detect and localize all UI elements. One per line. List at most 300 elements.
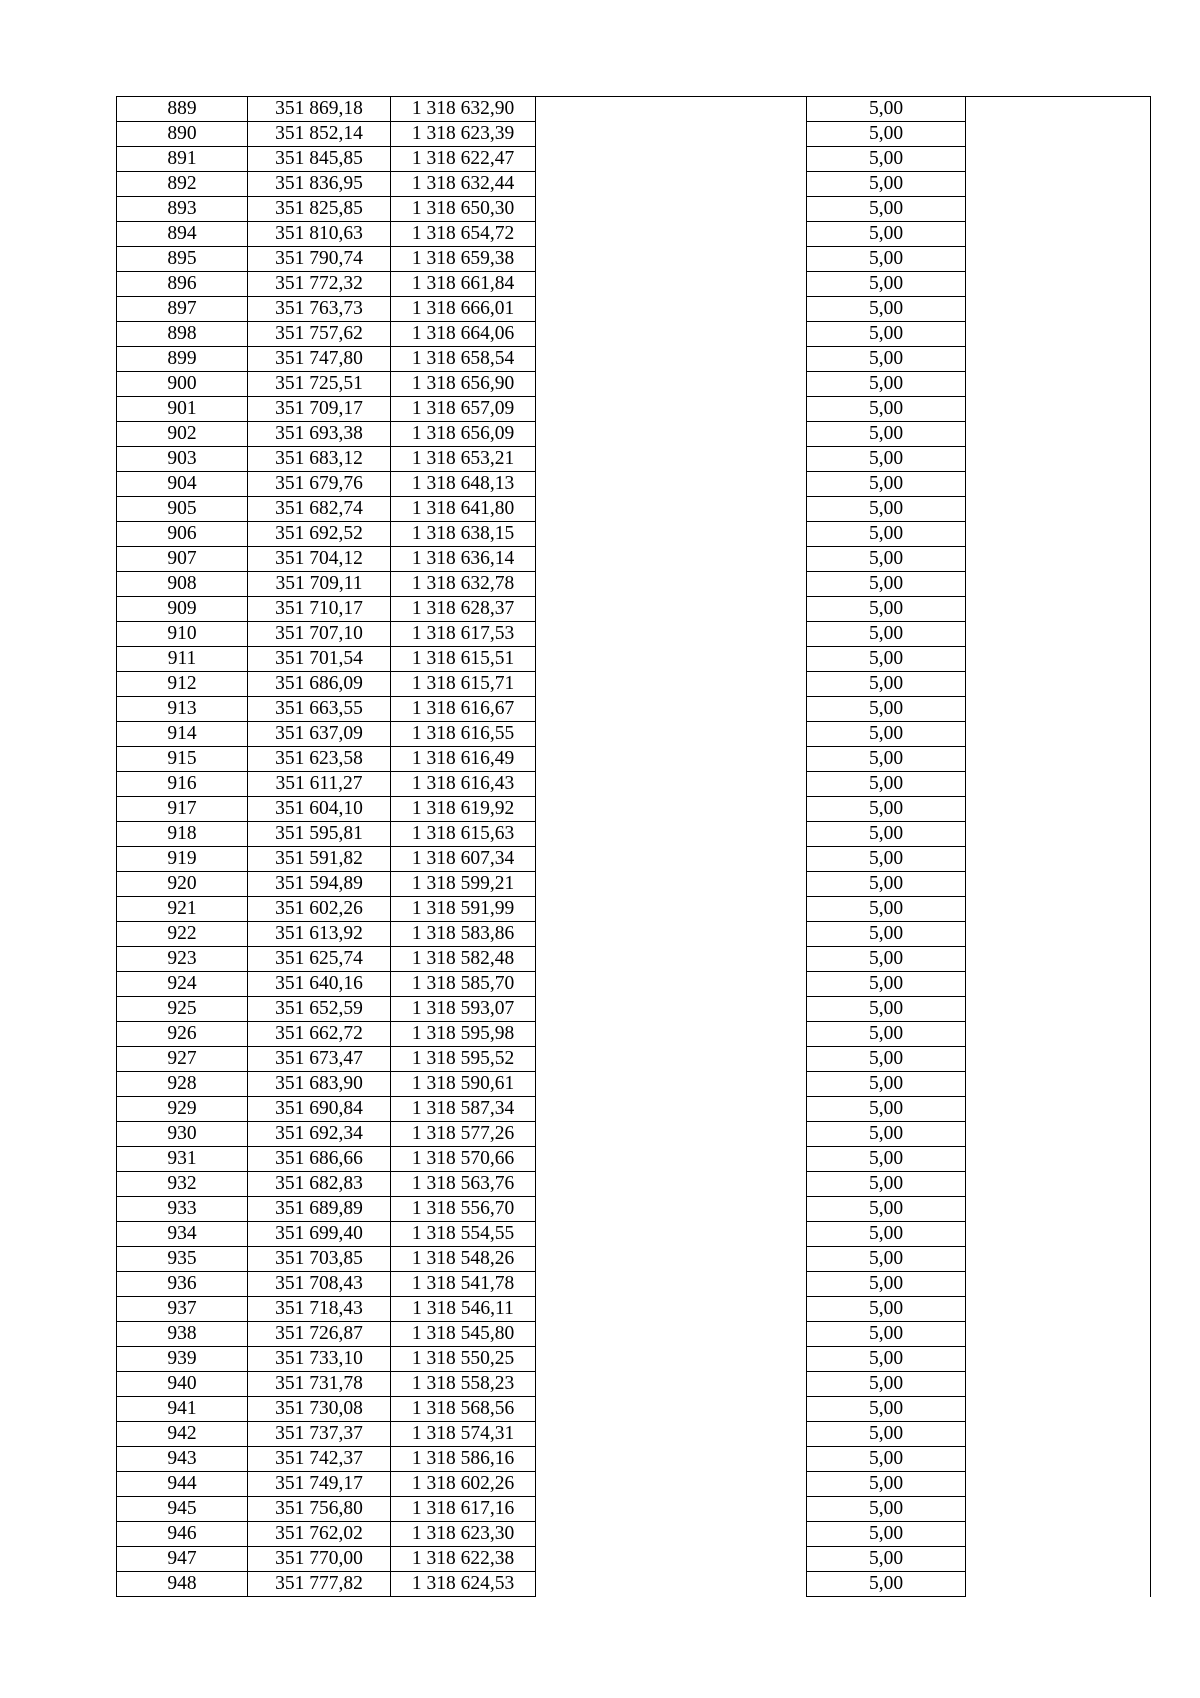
table-row	[117, 647, 1151, 672]
empty-cell	[966, 1272, 1151, 1297]
empty-cell	[966, 647, 1151, 672]
empty-cell	[966, 222, 1151, 247]
empty-cell	[966, 772, 1151, 797]
value-cell: 5,00	[807, 1147, 966, 1172]
empty-cell	[966, 97, 1151, 122]
table-row	[117, 697, 1151, 722]
x-coordinate-cell: 351 708,43	[248, 1272, 391, 1297]
empty-cell	[536, 1072, 807, 1097]
value-cell: 5,00	[807, 1522, 966, 1547]
point-number-cell: 889	[117, 97, 248, 122]
x-coordinate-cell: 351 770,00	[248, 1547, 391, 1572]
x-coordinate-cell: 351 701,54	[248, 647, 391, 672]
x-coordinate-cell: 351 686,09	[248, 672, 391, 697]
point-number-cell: 917	[117, 797, 248, 822]
y-coordinate-cell: 1 318 602,26	[391, 1472, 536, 1497]
x-coordinate-cell: 351 591,82	[248, 847, 391, 872]
x-coordinate-cell: 351 726,87	[248, 1322, 391, 1347]
x-coordinate-cell: 351 733,10	[248, 1347, 391, 1372]
point-number-cell: 893	[117, 197, 248, 222]
y-coordinate-cell: 1 318 658,54	[391, 347, 536, 372]
table-row	[117, 1122, 1151, 1147]
y-coordinate-cell: 1 318 568,56	[391, 1397, 536, 1422]
table-row	[117, 922, 1151, 947]
empty-cell	[966, 1522, 1151, 1547]
empty-cell	[966, 722, 1151, 747]
empty-cell	[966, 472, 1151, 497]
empty-cell	[966, 597, 1151, 622]
table-row	[117, 1522, 1151, 1547]
value-cell: 5,00	[807, 1347, 966, 1372]
point-number-cell: 903	[117, 447, 248, 472]
x-coordinate-cell: 351 673,47	[248, 1047, 391, 1072]
empty-cell	[536, 722, 807, 747]
y-coordinate-cell: 1 318 558,23	[391, 1372, 536, 1397]
table-row	[117, 1172, 1151, 1197]
point-number-cell: 943	[117, 1447, 248, 1472]
x-coordinate-cell: 351 663,55	[248, 697, 391, 722]
table-row	[117, 797, 1151, 822]
point-number-cell: 934	[117, 1222, 248, 1247]
empty-cell	[966, 1422, 1151, 1447]
x-coordinate-cell: 351 611,27	[248, 772, 391, 797]
y-coordinate-cell: 1 318 587,34	[391, 1097, 536, 1122]
table-row	[117, 297, 1151, 322]
value-cell: 5,00	[807, 422, 966, 447]
empty-cell	[966, 1247, 1151, 1272]
empty-cell	[536, 1347, 807, 1372]
value-cell: 5,00	[807, 797, 966, 822]
empty-cell	[536, 1322, 807, 1347]
table-row	[117, 1422, 1151, 1447]
x-coordinate-cell: 351 709,11	[248, 572, 391, 597]
empty-cell	[966, 522, 1151, 547]
value-cell: 5,00	[807, 1322, 966, 1347]
y-coordinate-cell: 1 318 617,16	[391, 1497, 536, 1522]
y-coordinate-cell: 1 318 550,25	[391, 1347, 536, 1372]
x-coordinate-cell: 351 689,89	[248, 1197, 391, 1222]
table-row	[117, 1322, 1151, 1347]
empty-cell	[536, 1297, 807, 1322]
x-coordinate-cell: 351 683,90	[248, 1072, 391, 1097]
empty-cell	[536, 372, 807, 397]
empty-cell	[536, 297, 807, 322]
point-number-cell: 935	[117, 1247, 248, 1272]
empty-cell	[536, 822, 807, 847]
x-coordinate-cell: 351 852,14	[248, 122, 391, 147]
empty-cell	[536, 1447, 807, 1472]
empty-cell	[536, 122, 807, 147]
y-coordinate-cell: 1 318 593,07	[391, 997, 536, 1022]
y-coordinate-cell: 1 318 656,90	[391, 372, 536, 397]
empty-cell	[966, 1197, 1151, 1222]
y-coordinate-cell: 1 318 650,30	[391, 197, 536, 222]
y-coordinate-cell: 1 318 541,78	[391, 1272, 536, 1297]
y-coordinate-cell: 1 318 546,11	[391, 1297, 536, 1322]
point-number-cell: 901	[117, 397, 248, 422]
value-cell: 5,00	[807, 1572, 966, 1597]
empty-cell	[966, 1097, 1151, 1122]
x-coordinate-cell: 351 683,12	[248, 447, 391, 472]
table-row	[117, 197, 1151, 222]
x-coordinate-cell: 351 679,76	[248, 472, 391, 497]
empty-cell	[536, 222, 807, 247]
value-cell: 5,00	[807, 1397, 966, 1422]
point-number-cell: 904	[117, 472, 248, 497]
y-coordinate-cell: 1 318 585,70	[391, 972, 536, 997]
x-coordinate-cell: 351 763,73	[248, 297, 391, 322]
table-row	[117, 1147, 1151, 1172]
y-coordinate-cell: 1 318 599,21	[391, 872, 536, 897]
value-cell: 5,00	[807, 522, 966, 547]
value-cell: 5,00	[807, 747, 966, 772]
point-number-cell: 896	[117, 272, 248, 297]
empty-cell	[536, 247, 807, 272]
y-coordinate-cell: 1 318 657,09	[391, 397, 536, 422]
empty-cell	[966, 122, 1151, 147]
point-number-cell: 940	[117, 1372, 248, 1397]
x-coordinate-cell: 351 825,85	[248, 197, 391, 222]
table-row	[117, 172, 1151, 197]
empty-cell	[536, 1472, 807, 1497]
empty-cell	[536, 847, 807, 872]
empty-cell	[536, 997, 807, 1022]
empty-cell	[966, 672, 1151, 697]
x-coordinate-cell: 351 710,17	[248, 597, 391, 622]
y-coordinate-cell: 1 318 616,55	[391, 722, 536, 747]
table-row	[117, 997, 1151, 1022]
point-number-cell: 918	[117, 822, 248, 847]
empty-cell	[966, 1497, 1151, 1522]
x-coordinate-cell: 351 692,52	[248, 522, 391, 547]
value-cell: 5,00	[807, 647, 966, 672]
value-cell: 5,00	[807, 672, 966, 697]
point-number-cell: 898	[117, 322, 248, 347]
empty-cell	[536, 1097, 807, 1122]
value-cell: 5,00	[807, 972, 966, 997]
value-cell: 5,00	[807, 997, 966, 1022]
empty-cell	[536, 1172, 807, 1197]
empty-cell	[536, 1247, 807, 1272]
empty-cell	[966, 1572, 1151, 1597]
x-coordinate-cell: 351 756,80	[248, 1497, 391, 1522]
empty-cell	[536, 697, 807, 722]
table-row	[117, 1472, 1151, 1497]
point-number-cell: 926	[117, 1022, 248, 1047]
empty-cell	[536, 1022, 807, 1047]
empty-cell	[536, 1572, 807, 1597]
empty-cell	[966, 972, 1151, 997]
y-coordinate-cell: 1 318 556,70	[391, 1197, 536, 1222]
table-row	[117, 397, 1151, 422]
x-coordinate-cell: 351 693,38	[248, 422, 391, 447]
table-row	[117, 622, 1151, 647]
point-number-cell: 921	[117, 897, 248, 922]
y-coordinate-cell: 1 318 654,72	[391, 222, 536, 247]
y-coordinate-cell: 1 318 632,44	[391, 172, 536, 197]
empty-cell	[966, 397, 1151, 422]
value-cell: 5,00	[807, 397, 966, 422]
empty-cell	[536, 747, 807, 772]
x-coordinate-cell: 351 613,92	[248, 922, 391, 947]
empty-cell	[536, 622, 807, 647]
value-cell: 5,00	[807, 897, 966, 922]
empty-cell	[536, 272, 807, 297]
table-row	[117, 597, 1151, 622]
coordinates-table	[116, 96, 1151, 1597]
y-coordinate-cell: 1 318 577,26	[391, 1122, 536, 1147]
y-coordinate-cell: 1 318 638,15	[391, 522, 536, 547]
empty-cell	[536, 1497, 807, 1522]
empty-cell	[966, 697, 1151, 722]
value-cell: 5,00	[807, 322, 966, 347]
point-number-cell: 913	[117, 697, 248, 722]
value-cell: 5,00	[807, 372, 966, 397]
x-coordinate-cell: 351 836,95	[248, 172, 391, 197]
x-coordinate-cell: 351 704,12	[248, 547, 391, 572]
point-number-cell: 895	[117, 247, 248, 272]
point-number-cell: 900	[117, 372, 248, 397]
x-coordinate-cell: 351 682,83	[248, 1172, 391, 1197]
x-coordinate-cell: 351 692,34	[248, 1122, 391, 1147]
point-number-cell: 899	[117, 347, 248, 372]
empty-cell	[966, 1222, 1151, 1247]
value-cell: 5,00	[807, 547, 966, 572]
value-cell: 5,00	[807, 1497, 966, 1522]
value-cell: 5,00	[807, 247, 966, 272]
point-number-cell: 908	[117, 572, 248, 597]
y-coordinate-cell: 1 318 661,84	[391, 272, 536, 297]
table-row	[117, 147, 1151, 172]
empty-cell	[536, 1122, 807, 1147]
value-cell: 5,00	[807, 1197, 966, 1222]
y-coordinate-cell: 1 318 619,92	[391, 797, 536, 822]
empty-cell	[536, 172, 807, 197]
table-row	[117, 1222, 1151, 1247]
point-number-cell: 927	[117, 1047, 248, 1072]
empty-cell	[966, 622, 1151, 647]
y-coordinate-cell: 1 318 616,49	[391, 747, 536, 772]
table-row	[117, 447, 1151, 472]
y-coordinate-cell: 1 318 582,48	[391, 947, 536, 972]
point-number-cell: 920	[117, 872, 248, 897]
y-coordinate-cell: 1 318 636,14	[391, 547, 536, 572]
empty-cell	[966, 347, 1151, 372]
point-number-cell: 922	[117, 922, 248, 947]
empty-cell	[536, 897, 807, 922]
table-row	[117, 672, 1151, 697]
y-coordinate-cell: 1 318 554,55	[391, 1222, 536, 1247]
x-coordinate-cell: 351 604,10	[248, 797, 391, 822]
point-number-cell: 892	[117, 172, 248, 197]
x-coordinate-cell: 351 845,85	[248, 147, 391, 172]
y-coordinate-cell: 1 318 628,37	[391, 597, 536, 622]
x-coordinate-cell: 351 762,02	[248, 1522, 391, 1547]
empty-cell	[536, 872, 807, 897]
value-cell: 5,00	[807, 722, 966, 747]
empty-cell	[536, 772, 807, 797]
empty-cell	[536, 322, 807, 347]
value-cell: 5,00	[807, 447, 966, 472]
empty-cell	[536, 472, 807, 497]
empty-cell	[966, 1447, 1151, 1472]
x-coordinate-cell: 351 757,62	[248, 322, 391, 347]
point-number-cell: 907	[117, 547, 248, 572]
empty-cell	[966, 1472, 1151, 1497]
value-cell: 5,00	[807, 297, 966, 322]
value-cell: 5,00	[807, 947, 966, 972]
x-coordinate-cell: 351 690,84	[248, 1097, 391, 1122]
value-cell: 5,00	[807, 597, 966, 622]
y-coordinate-cell: 1 318 648,13	[391, 472, 536, 497]
x-coordinate-cell: 351 747,80	[248, 347, 391, 372]
empty-cell	[536, 797, 807, 822]
x-coordinate-cell: 351 625,74	[248, 947, 391, 972]
x-coordinate-cell: 351 595,81	[248, 822, 391, 847]
x-coordinate-cell: 351 772,32	[248, 272, 391, 297]
empty-cell	[966, 1122, 1151, 1147]
value-cell: 5,00	[807, 1072, 966, 1097]
value-cell: 5,00	[807, 1547, 966, 1572]
table-row	[117, 247, 1151, 272]
empty-cell	[536, 647, 807, 672]
empty-cell	[966, 297, 1151, 322]
value-cell: 5,00	[807, 1047, 966, 1072]
y-coordinate-cell: 1 318 624,53	[391, 1572, 536, 1597]
table-row	[117, 1447, 1151, 1472]
table-row	[117, 1047, 1151, 1072]
x-coordinate-cell: 351 623,58	[248, 747, 391, 772]
value-cell: 5,00	[807, 772, 966, 797]
coordinates-table-body	[117, 97, 1151, 1597]
y-coordinate-cell: 1 318 615,71	[391, 672, 536, 697]
table-row	[117, 872, 1151, 897]
empty-cell	[966, 847, 1151, 872]
point-number-cell: 916	[117, 772, 248, 797]
value-cell: 5,00	[807, 1247, 966, 1272]
y-coordinate-cell: 1 318 595,52	[391, 1047, 536, 1072]
empty-cell	[966, 497, 1151, 522]
empty-cell	[536, 1197, 807, 1222]
empty-cell	[536, 922, 807, 947]
value-cell: 5,00	[807, 1272, 966, 1297]
table-row	[117, 722, 1151, 747]
y-coordinate-cell: 1 318 570,66	[391, 1147, 536, 1172]
empty-cell	[536, 1222, 807, 1247]
point-number-cell: 937	[117, 1297, 248, 1322]
empty-cell	[536, 347, 807, 372]
y-coordinate-cell: 1 318 615,63	[391, 822, 536, 847]
empty-cell	[966, 1147, 1151, 1172]
y-coordinate-cell: 1 318 615,51	[391, 647, 536, 672]
table-row	[117, 1022, 1151, 1047]
table-row	[117, 347, 1151, 372]
value-cell: 5,00	[807, 197, 966, 222]
empty-cell	[536, 572, 807, 597]
table-row	[117, 522, 1151, 547]
empty-cell	[536, 447, 807, 472]
y-coordinate-cell: 1 318 574,31	[391, 1422, 536, 1447]
value-cell: 5,00	[807, 1372, 966, 1397]
value-cell: 5,00	[807, 147, 966, 172]
x-coordinate-cell: 351 777,82	[248, 1572, 391, 1597]
table-row	[117, 1097, 1151, 1122]
point-number-cell: 939	[117, 1347, 248, 1372]
x-coordinate-cell: 351 737,37	[248, 1422, 391, 1447]
point-number-cell: 906	[117, 522, 248, 547]
empty-cell	[536, 1422, 807, 1447]
y-coordinate-cell: 1 318 659,38	[391, 247, 536, 272]
empty-cell	[966, 1547, 1151, 1572]
empty-cell	[966, 747, 1151, 772]
y-coordinate-cell: 1 318 623,30	[391, 1522, 536, 1547]
empty-cell	[536, 1272, 807, 1297]
point-number-cell: 933	[117, 1197, 248, 1222]
y-coordinate-cell: 1 318 590,61	[391, 1072, 536, 1097]
x-coordinate-cell: 351 742,37	[248, 1447, 391, 1472]
point-number-cell: 941	[117, 1397, 248, 1422]
point-number-cell: 912	[117, 672, 248, 697]
point-number-cell: 948	[117, 1572, 248, 1597]
empty-cell	[966, 947, 1151, 972]
value-cell: 5,00	[807, 1422, 966, 1447]
x-coordinate-cell: 351 707,10	[248, 622, 391, 647]
table-row	[117, 897, 1151, 922]
empty-cell	[966, 272, 1151, 297]
point-number-cell: 930	[117, 1122, 248, 1147]
empty-cell	[966, 322, 1151, 347]
empty-cell	[536, 97, 807, 122]
y-coordinate-cell: 1 318 632,90	[391, 97, 536, 122]
value-cell: 5,00	[807, 1447, 966, 1472]
point-number-cell: 897	[117, 297, 248, 322]
y-coordinate-cell: 1 318 641,80	[391, 497, 536, 522]
table-row	[117, 947, 1151, 972]
table-row	[117, 422, 1151, 447]
x-coordinate-cell: 351 637,09	[248, 722, 391, 747]
x-coordinate-cell: 351 718,43	[248, 1297, 391, 1322]
value-cell: 5,00	[807, 822, 966, 847]
empty-cell	[966, 147, 1151, 172]
x-coordinate-cell: 351 709,17	[248, 397, 391, 422]
point-number-cell: 919	[117, 847, 248, 872]
y-coordinate-cell: 1 318 591,99	[391, 897, 536, 922]
table-row	[117, 272, 1151, 297]
empty-cell	[966, 547, 1151, 572]
y-coordinate-cell: 1 318 607,34	[391, 847, 536, 872]
empty-cell	[966, 172, 1151, 197]
y-coordinate-cell: 1 318 622,38	[391, 1547, 536, 1572]
x-coordinate-cell: 351 640,16	[248, 972, 391, 997]
point-number-cell: 931	[117, 1147, 248, 1172]
empty-cell	[966, 872, 1151, 897]
point-number-cell: 932	[117, 1172, 248, 1197]
empty-cell	[966, 372, 1151, 397]
empty-cell	[536, 1147, 807, 1172]
table-row	[117, 1197, 1151, 1222]
empty-cell	[536, 972, 807, 997]
table-row	[117, 497, 1151, 522]
empty-cell	[966, 1347, 1151, 1372]
point-number-cell: 915	[117, 747, 248, 772]
table-row	[117, 1247, 1151, 1272]
x-coordinate-cell: 351 749,17	[248, 1472, 391, 1497]
value-cell: 5,00	[807, 1472, 966, 1497]
empty-cell	[536, 1522, 807, 1547]
value-cell: 5,00	[807, 847, 966, 872]
y-coordinate-cell: 1 318 653,21	[391, 447, 536, 472]
x-coordinate-cell: 351 730,08	[248, 1397, 391, 1422]
